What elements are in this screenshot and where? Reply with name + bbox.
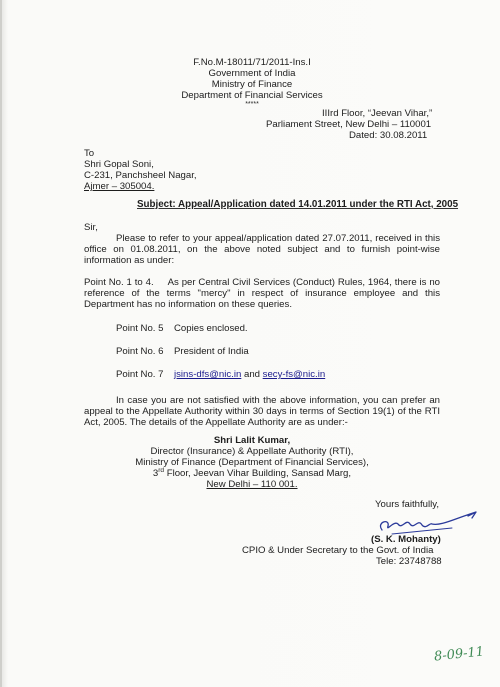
appellate-line4 (152, 479, 352, 490)
addressee-name: Shri Gopal Soni, (84, 159, 154, 170)
appellate-line3-floor: 3 (152, 468, 159, 479)
salutation: Sir, (84, 222, 98, 233)
point-6-label: Point No. 6 (116, 346, 164, 357)
stars: ***** (245, 101, 259, 108)
appellate-line1: Director (Insurance) & Appellate Authority (RTI), (150, 446, 354, 457)
subject-line (137, 199, 458, 210)
ministry-line: Ministry of Finance (211, 79, 293, 90)
point-7-label: Point No. 7 (116, 369, 164, 380)
point-7-emails (174, 369, 325, 380)
department-line: Department of Financial Services (181, 90, 323, 101)
govt-line: Government of India (208, 68, 296, 79)
yours-faithfully: Yours faithfully, (375, 499, 439, 510)
appellate-name: Shri Lalit Kumar, (213, 435, 291, 446)
to-label: To (84, 148, 95, 159)
appeal-paragraph: In case you are not satisfied with the above information, you can prefer an appeal to the Appellate Authority within 30 days in terms of Section 19(1) of the RTI Act, 2005. The details of the Appellate Authority are as under:- (84, 395, 440, 428)
appellate-city: New Delhi – 110 001. (206, 479, 298, 490)
and-text: and (241, 369, 263, 380)
signatory-tele: Tele: 23748788 (376, 556, 442, 567)
intro-paragraph: Please to refer to your appeal/application dated 27.07.2011, received in this office on 01.08.2011, on the above noted subject and to furnish point-wise information as under: (84, 233, 440, 266)
appellate-line3-sup: rd (158, 466, 165, 474)
email-link-jsins[interactable]: jsins-dfs@nic.in (174, 369, 242, 380)
letter-date: Dated: 30.08.2011 (349, 130, 428, 141)
office-address-2: Parliament Street, New Delhi – 110001 (266, 119, 432, 130)
point-5-text: Copies enclosed. (174, 323, 248, 334)
appellate-line2: Ministry of Finance (Department of Financial Services), (135, 457, 369, 468)
point-1-4-label: Point No. 1 to 4. (84, 277, 154, 288)
appellate-line3-rest: Floor, Jeevan Vihar Building, Sansad Marg, (164, 468, 352, 479)
point-1-4 (84, 277, 440, 310)
office-address-1: IIIrd Floor, “Jeevan Vihar,” (322, 108, 433, 119)
file-number: F.No.M-18011/71/2011-Ins.I (193, 57, 311, 68)
addressee-line2: Ajmer – 305004. (84, 181, 155, 192)
signatory-name: (S. K. Mohanty) (371, 534, 441, 545)
point-5-label: Point No. 5 (116, 323, 164, 334)
signatory-designation: CPIO & Under Secretary to the Govt. of India (242, 545, 434, 556)
subject-text: Subject: Appeal/Application dated 14.01.2011 under the RTI Act, 2005 (137, 199, 459, 210)
addressee-line1: C-231, Panchsheel Nagar, (84, 170, 197, 181)
handwritten-date: 8-09-11 (433, 644, 485, 665)
point-6-text: President of India (174, 346, 249, 357)
appellate-line3 (112, 468, 392, 479)
point-1-4-text: As per Central Civil Services (Conduct) Rules, 1964, there is no reference of the terms "mercy" in respect of insurance employee and this Department has no information on these queries. (84, 277, 441, 310)
email-link-secy[interactable]: secy-fs@nic.in (262, 369, 326, 380)
